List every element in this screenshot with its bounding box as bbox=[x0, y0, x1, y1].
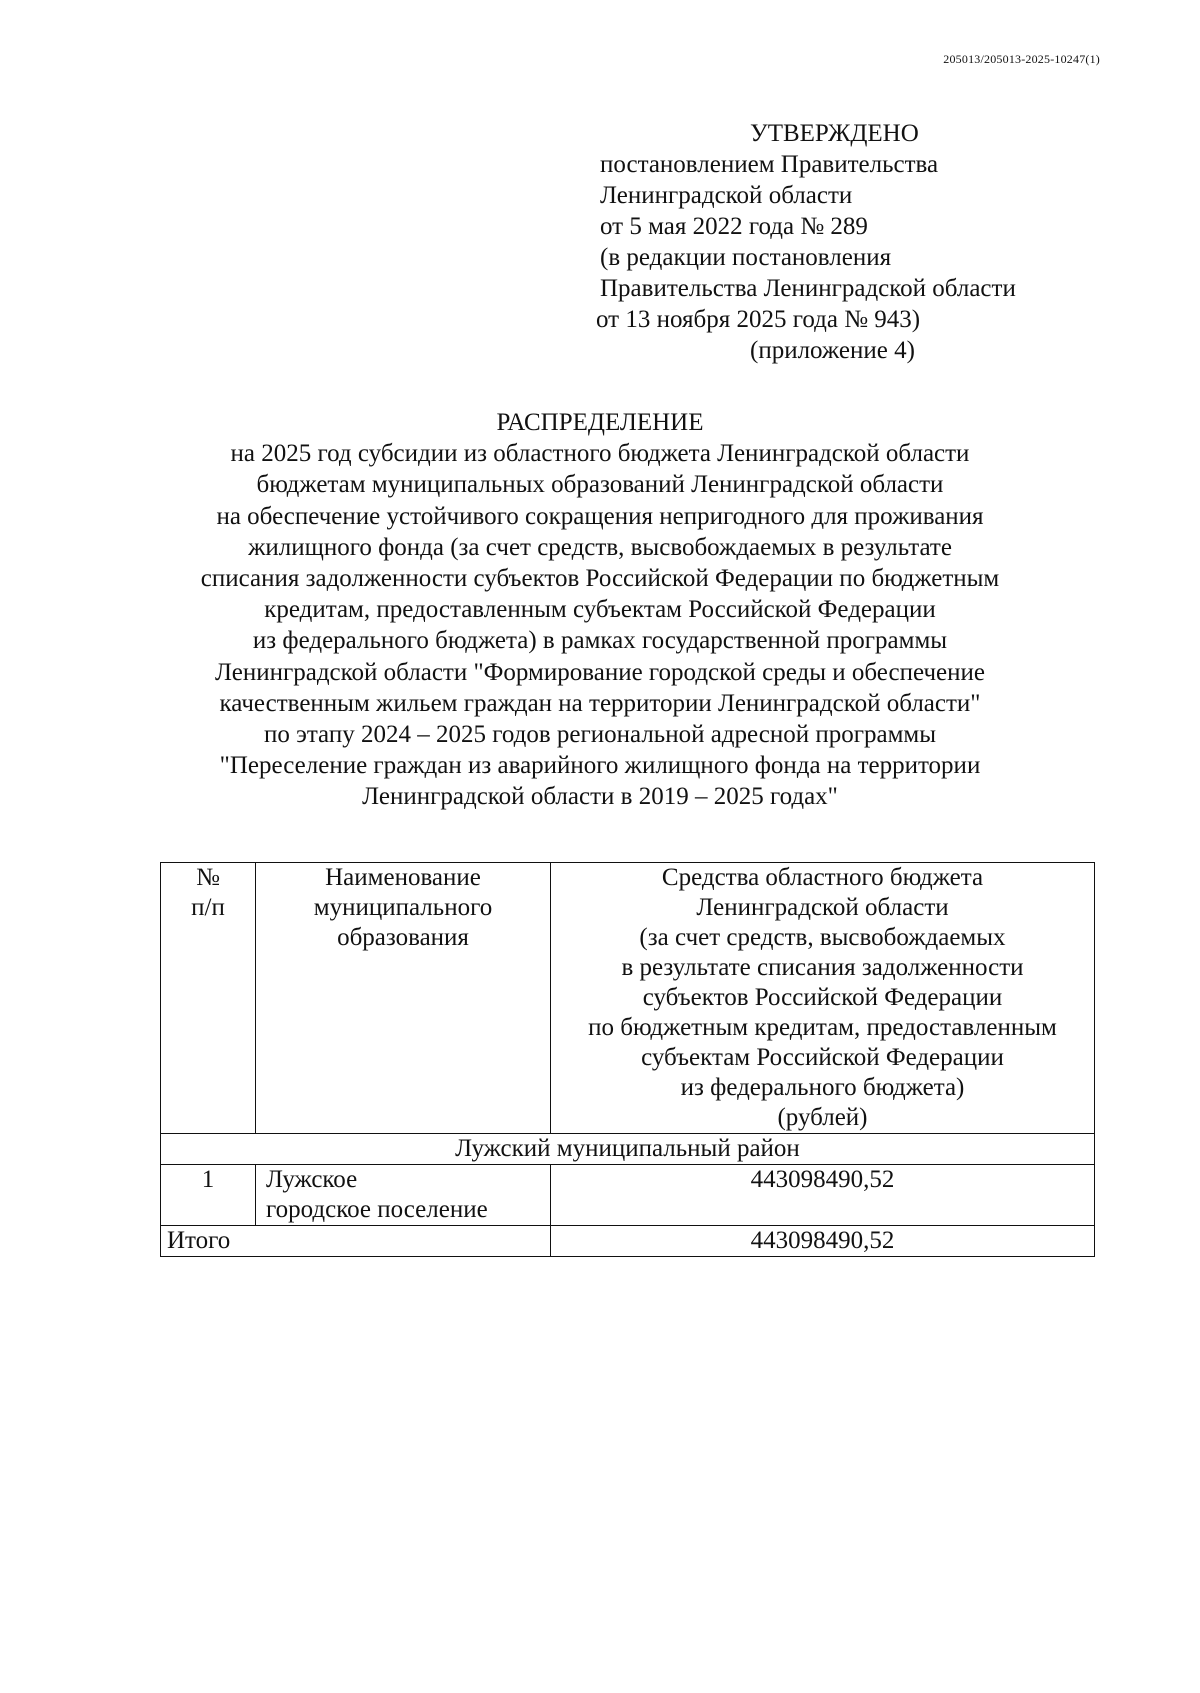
title-line: Ленинградской области в 2019 – 2025 годах" bbox=[362, 783, 838, 811]
approval-line: Правительства Ленинградской области bbox=[600, 275, 1016, 302]
title-line: качественным жильем граждан на территории Ленинградской области" bbox=[219, 689, 981, 717]
header-text: Наименование bbox=[325, 864, 481, 891]
municipality-name-line: городское поселение bbox=[266, 1196, 488, 1223]
approval-heading: УТВЕРЖДЕНО bbox=[750, 120, 919, 147]
title-line: жилищного фонда (за счет средств, высвобождаемых в результате bbox=[248, 533, 952, 561]
approval-line: постановлением Правительства bbox=[600, 151, 939, 178]
title-line: из федерального бюджета) в рамках государственной программы bbox=[252, 627, 948, 655]
row-amount: 443098490,52 bbox=[551, 1165, 1095, 1226]
title-heading: РАСПРЕДЕЛЕНИЕ bbox=[496, 409, 704, 436]
distribution-table bbox=[160, 862, 1095, 1257]
header-text: образования bbox=[337, 924, 469, 951]
municipality-name-line: Лужское bbox=[266, 1166, 358, 1193]
title-line: кредитам, предоставленным субъектам Российской Федерации bbox=[264, 596, 936, 624]
approval-line: от 13 ноября 2025 года № 943) bbox=[596, 306, 921, 333]
header-number-cell bbox=[161, 863, 256, 1134]
approval-line: (в редакции постановления bbox=[600, 244, 892, 271]
header-text: Средства областного бюджета bbox=[661, 864, 984, 891]
table-row bbox=[161, 1165, 1095, 1226]
header-name-cell bbox=[256, 863, 551, 1134]
title-line: на обеспечение устойчивого сокращения непригодного для проживания bbox=[216, 502, 984, 530]
header-text: Ленинградской области bbox=[696, 894, 949, 921]
header-text: № bbox=[196, 864, 220, 891]
title-line: списания задолженности субъектов Российской Федерации по бюджетным bbox=[200, 565, 1000, 593]
title-line: по этапу 2024 – 2025 годов региональной адресной программы bbox=[263, 721, 937, 749]
header-text: муниципального bbox=[313, 894, 493, 921]
approval-appendix: (приложение 4) bbox=[750, 337, 915, 364]
header-text: из федерального бюджета) bbox=[680, 1074, 965, 1101]
title-line: на 2025 год субсидии из областного бюджета Ленинградской области bbox=[230, 440, 970, 468]
header-amount-cell bbox=[551, 863, 1095, 1134]
approval-line: от 5 мая 2022 года № 289 bbox=[600, 213, 868, 240]
total-amount: 443098490,52 bbox=[551, 1226, 1095, 1257]
header-text: (за счет средств, высвобождаемых bbox=[639, 924, 1006, 951]
approval-stamp bbox=[596, 118, 1120, 366]
section-title: Лужский муниципальный район bbox=[161, 1134, 1095, 1165]
header-text: (рублей) bbox=[777, 1104, 868, 1131]
document-title bbox=[160, 407, 1040, 813]
title-line: бюджетам муниципальных образований Ленинградской области bbox=[256, 471, 944, 499]
header-text: п/п bbox=[191, 894, 225, 921]
table-header-row bbox=[161, 863, 1095, 1134]
total-label: Итого bbox=[161, 1226, 551, 1257]
header-text: в результате списания задолженности bbox=[621, 954, 1024, 981]
title-line: Ленинградской области "Формирование городской среды и обеспечение bbox=[214, 658, 986, 686]
table-total-row bbox=[161, 1226, 1095, 1257]
row-number: 1 bbox=[161, 1165, 256, 1226]
header-text: субъектов Российской Федерации bbox=[642, 984, 1003, 1011]
approval-line: Ленинградской области bbox=[600, 182, 853, 209]
table-section-row bbox=[161, 1134, 1095, 1165]
title-line: "Переселение граждан из аварийного жилищного фонда на территории bbox=[219, 752, 981, 780]
document-registration-number: 205013/205013-2025-10247(1) bbox=[943, 52, 1100, 66]
row-municipality bbox=[256, 1165, 551, 1226]
header-text: по бюджетным кредитам, предоставленным bbox=[588, 1014, 1057, 1041]
header-text: субъектам Российской Федерации bbox=[641, 1044, 1004, 1071]
